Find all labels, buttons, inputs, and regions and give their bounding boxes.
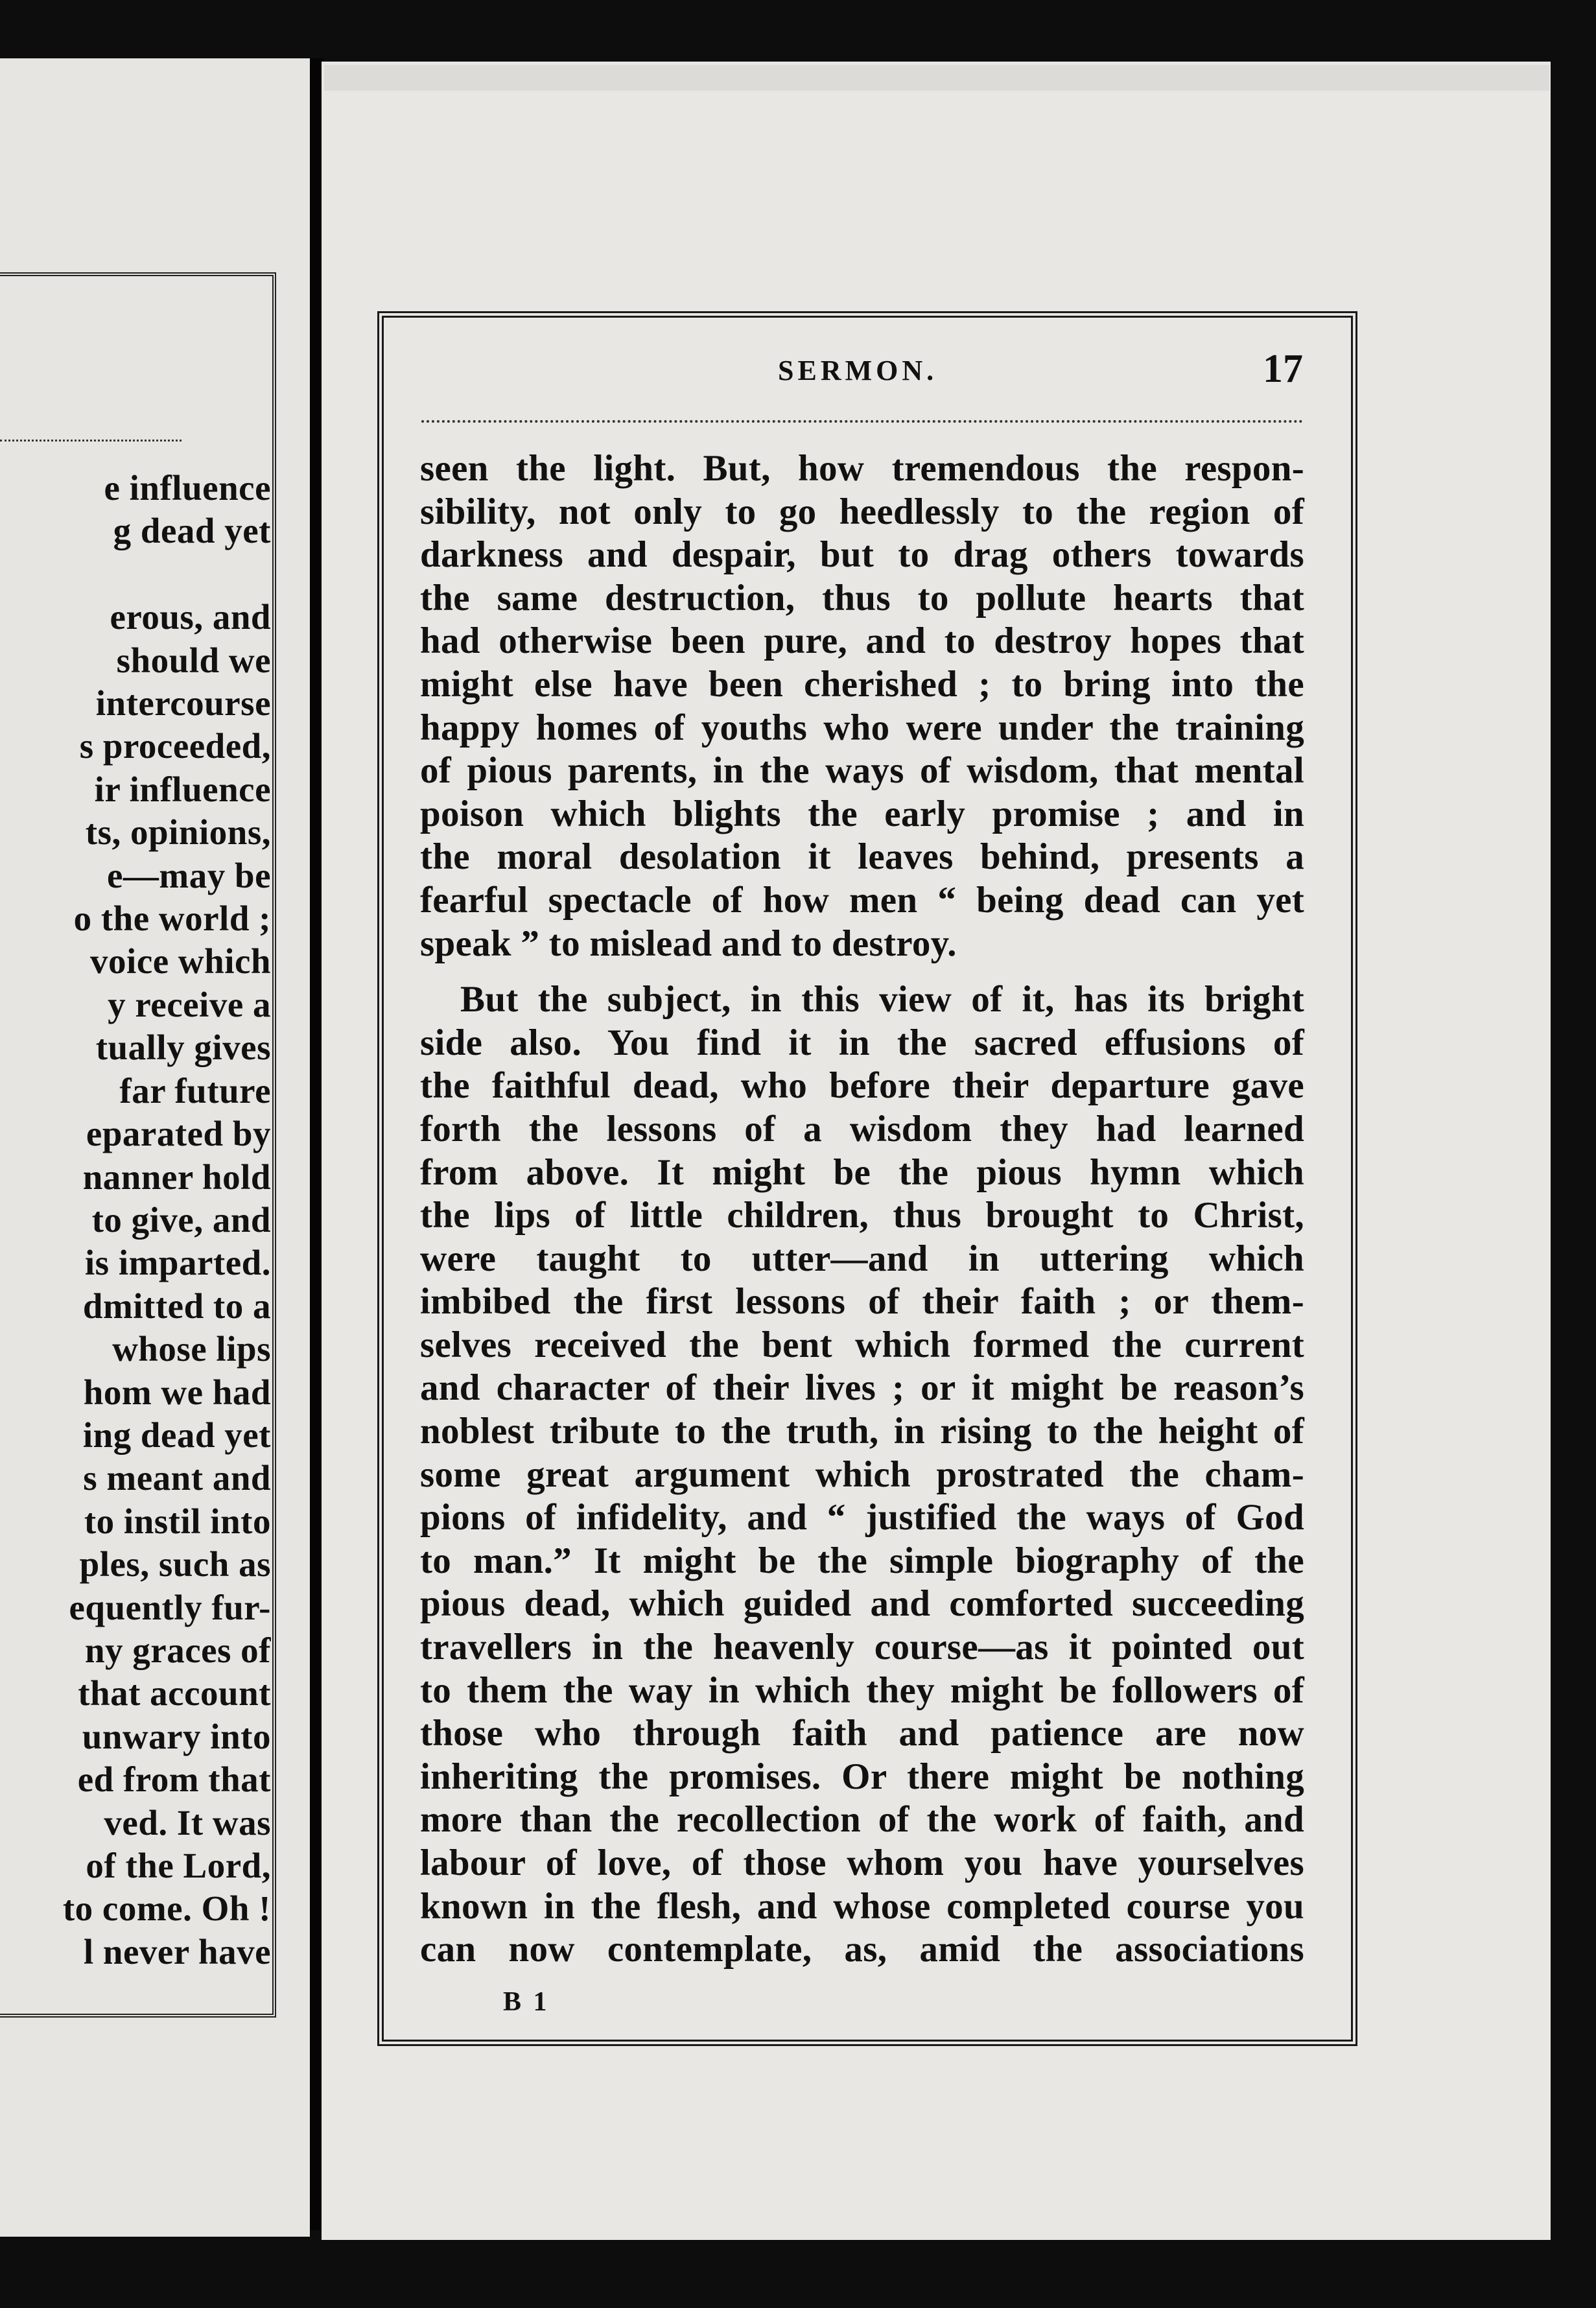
left-page-line: to instil into	[84, 1501, 271, 1541]
left-page-line: e—may be	[107, 855, 271, 895]
text-line: fearful spectacle of how men “ being dead can yet	[420, 879, 1304, 921]
left-page-line: eparated by	[86, 1114, 271, 1154]
left-page-line: ts, opinions,	[85, 812, 271, 853]
left-page-line: e influence	[104, 468, 271, 508]
text-line: were taught to utter—and in uttering which	[420, 1238, 1304, 1279]
text-line: might else have been cherished ; to bring into the	[420, 663, 1304, 705]
left-page-line: should we	[116, 640, 271, 680]
text-line: some great argument which prostrated the cham-	[420, 1454, 1304, 1495]
text-line: known in the flesh, and whose completed course you	[420, 1885, 1304, 1927]
signature-mark: B 1	[503, 1987, 550, 2017]
text-line: inheriting the promises. Or there might be nothing	[420, 1756, 1304, 1797]
text-line: can now contemplate, as, amid the associations	[420, 1929, 1304, 1970]
left-page-line: far future	[119, 1070, 271, 1111]
left-page-line: nanner hold	[82, 1157, 271, 1197]
left-page-line: is imparted.	[84, 1243, 271, 1283]
running-head: SERMON.	[778, 355, 938, 386]
left-page-text	[63, 467, 271, 1973]
text-line: imbibed the first lessons of their faith ; or them-	[420, 1281, 1304, 1323]
left-page-fragment	[0, 58, 310, 2237]
left-page-line: equently fur-	[69, 1587, 271, 1627]
text-line: those who through faith and patience are now	[420, 1713, 1304, 1754]
text-line: had otherwise been pure, and to destroy hopes that	[420, 620, 1304, 662]
text-line: more than the recollection of the work of faith, and	[420, 1799, 1304, 1841]
text-line: side also. You find it in the sacred effusions of	[420, 1022, 1304, 1063]
left-page-line: to give, and	[91, 1199, 271, 1240]
left-page-line: ny graces of	[84, 1630, 271, 1670]
left-page-line: ved. It was	[104, 1802, 271, 1843]
text-line: poison which blights the early promise ; and in	[420, 793, 1304, 834]
left-page-line: l never have	[83, 1931, 271, 1972]
paragraph	[420, 978, 1304, 1972]
text-line: the same destruction, thus to pollute hearts that	[420, 577, 1304, 618]
text-line: happy homes of youths who were under the training	[420, 707, 1304, 748]
left-page-line: voice which	[90, 941, 271, 982]
left-page-line: hom we had	[83, 1372, 271, 1412]
left-page-head-rule	[0, 440, 182, 442]
left-page-line: tually gives	[95, 1028, 271, 1068]
left-page-line: ed from that	[77, 1760, 271, 1800]
text-line: speak ” to mislead and to destroy.	[420, 923, 957, 964]
left-page-line: ir influence	[94, 769, 271, 809]
left-page-line: intercourse	[95, 683, 271, 724]
page-number: 17	[1263, 347, 1303, 391]
left-page-line: o the world ;	[73, 899, 271, 939]
text-line: the lips of little children, thus brought to Christ,	[420, 1195, 1304, 1236]
left-page-line: whose lips	[112, 1329, 271, 1369]
page-top-edge	[324, 65, 1549, 91]
text-line: darkness and despair, but to drag others towards	[420, 534, 1304, 576]
text-line: the faithful dead, who before their departure gave	[420, 1065, 1304, 1107]
body-text	[420, 447, 1304, 1972]
left-page-line: ples, such as	[79, 1544, 271, 1584]
text-line: travellers in the heavenly course—as it pointed out	[420, 1627, 1304, 1668]
left-page-line: s meant and	[83, 1458, 271, 1498]
page-header	[415, 347, 1303, 402]
left-page-line: dmitted to a	[82, 1286, 271, 1326]
text-line: pions of infidelity, and “ justified the ways of God	[420, 1497, 1304, 1538]
text-line: selves received the bent which formed the current	[420, 1324, 1304, 1365]
text-line: and character of their lives ; or it might be reason’s	[420, 1367, 1304, 1409]
left-page-line: that account	[78, 1673, 271, 1713]
text-line: forth the lessons of a wisdom they had learned	[420, 1108, 1304, 1149]
text-line: the moral desolation it leaves behind, presents a	[420, 836, 1304, 878]
text-line: of pious parents, in the ways of wisdom, that mental	[420, 750, 1304, 792]
text-line: seen the light. But, how tremendous the respon-	[420, 448, 1304, 489]
left-page-line: unwary into	[82, 1716, 271, 1756]
text-line: But the subject, in this view of it, has its bright	[460, 979, 1304, 1020]
text-line: sibility, not only to go heedlessly to the region of	[420, 491, 1304, 532]
left-page-line	[63, 553, 271, 596]
text-line: pious dead, which guided and comforted succeeding	[420, 1583, 1304, 1625]
left-page-line: g dead yet	[113, 511, 271, 551]
left-page-line: y receive a	[108, 984, 271, 1024]
left-page-line: s proceeded,	[79, 726, 271, 766]
text-line: to them the way in which they might be followers of	[420, 1669, 1304, 1711]
left-page-line: erous, and	[110, 597, 271, 637]
text-line: labour of love, of those whom you have yourselves	[420, 1843, 1304, 1883]
left-page-line: of the Lord,	[86, 1846, 271, 1885]
left-page-line: ing dead yet	[82, 1415, 271, 1455]
paragraph	[420, 447, 1304, 965]
text-line: from above. It might be the pious hymn which	[420, 1151, 1304, 1193]
left-page-line: to come. Oh !	[62, 1889, 271, 1929]
text-line: noblest tribute to the truth, in rising to the height of	[420, 1411, 1304, 1452]
text-line: to man.” It might be the simple biography of the	[420, 1540, 1304, 1581]
header-rule	[421, 420, 1303, 423]
